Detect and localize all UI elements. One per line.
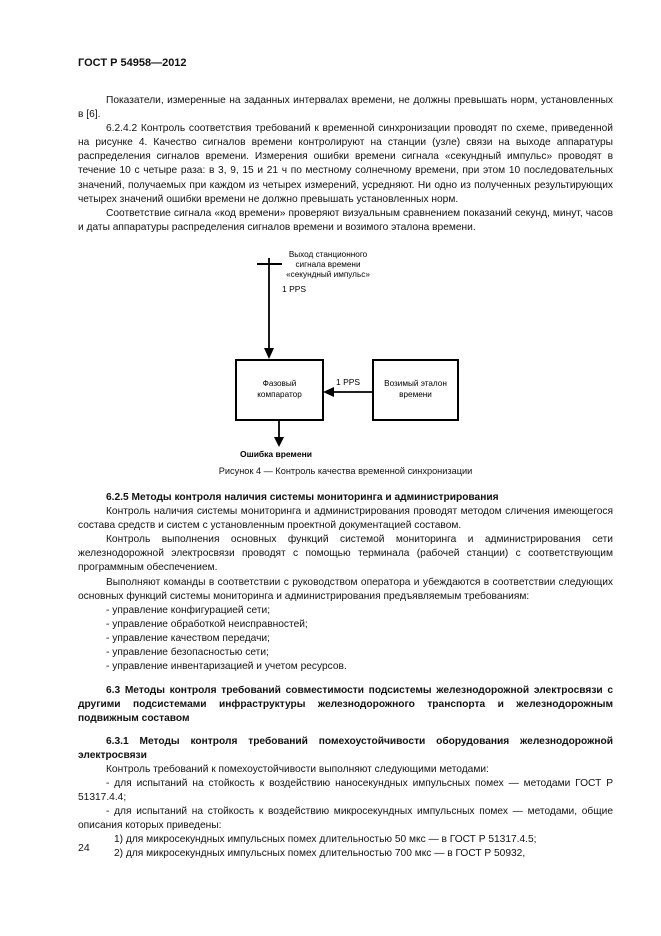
paragraph-6-2-4-2: 6.2.4.2 Контроль соответствия требований к временной синхронизации проводят по схеме, приведенной на рисунке 4. Качество сигналов времени контролируют на станции (узле) связи на выходе аппаратуры распределения сигналов времени. Измерения ошибки времени сигнала «секундный импульс» проводят в течение 10 с четыре раза: в 3, 9, 15 и 21 ч по местному солнечному времени, при этом 10 последовательных значений, получаемых при каждом из четырех измерений, усредняют. Ни одно из полученных результирующих четырех значений ошибки времени не должно превышать установленных норм. (78, 123, 613, 205)
input-arrowhead (264, 348, 274, 359)
station-output-label-1: Выход станционного (288, 250, 368, 259)
bottom-text-block (78, 491, 613, 861)
time-error-label: Ошибка времени (240, 449, 312, 459)
figure-caption: Рисунок 4 — Контроль качества временной синхронизации (218, 466, 473, 476)
comparator-label-1: Фазовый (262, 379, 297, 388)
heading-6-3: 6.3 Методы контроля требований совместимости подсистемы железнодорожной электросвязи с другими подсистемами инфраструктуры железнодорожного транспорта и железнодорожным подвижным составом (78, 685, 613, 725)
heading-6-2-5: 6.2.5 Методы контроля наличия системы мониторинга и администрирования (106, 492, 499, 503)
figure-4-diagram (200, 250, 500, 465)
paragraph-time-code: Соответствие сигнала «код времени» проверяют визуальным сравнением показаний секунд, минут, часов и даты аппаратуры распределения сигналов времени и возимого эталона времени. (78, 207, 613, 233)
list-item: - для испытаний на стойкость к воздействию наносекундных импульсных помех — методами ГОСТ Р 51317.4.4; (78, 777, 613, 803)
heading-6-3-1: 6.3.1 Методы контроля требований помехоустойчивости оборудования железнодорожной электросвязи (78, 735, 613, 761)
document-header: ГОСТ Р 54958—2012 (78, 57, 187, 69)
top-text-block (78, 94, 613, 235)
paragraph-6-2-5-2: Контроль выполнения основных функций системой мониторинга и администрирования сети железнодорожной электросвязи проводят с помощью терминала (рабочей станции) с соответствующим программным обеспечением. (78, 534, 613, 574)
list-item: - управление безопасностью сети; (106, 647, 269, 659)
comparator-label-2: компаратор (257, 390, 302, 399)
list-item: - управление инвентаризацией и учетом ресурсов. (106, 661, 347, 673)
station-output-label-2: сигнала времени (295, 260, 361, 269)
list-item: - для испытаний на стойкость к воздействию микросекундных импульсных помех — методами, общие описания которых приведены: (78, 805, 613, 832)
pps-top-label: 1 PPS (282, 284, 307, 294)
mid-arrowhead (323, 387, 334, 397)
list-item: - управление качеством передачи; (106, 632, 270, 644)
standard-label-1: Возимый эталон (384, 379, 447, 388)
paragraph-6-2-5-1: Контроль наличия системы мониторинга и администрирования проводят методом сличения имеющегося состава средств и систем с установленным проектной документацией составом. (78, 506, 613, 532)
paragraph-norms: Показатели, измеренные на заданных интервалах времени, не должны превышать норм, установленных в [6]. (78, 95, 613, 121)
station-output-label-3: «секундный импульс» (286, 270, 370, 279)
output-arrowhead (274, 437, 284, 447)
pps-mid-label: 1 PPS (336, 377, 361, 387)
paragraph-6-2-5-3: Выполняют команды в соответствии с руководством оператора и убеждаются в соответствии следующих основных функций системы мониторинга и администрирования предъявляемым требованиям: (78, 576, 613, 602)
list-item: - управление конфигурацией сети; (106, 604, 271, 616)
paragraph-6-3-1-1: Контроль требований к помехоустойчивости выполняют следующими методами: (106, 763, 489, 775)
page-number: 24 (78, 842, 90, 854)
standard-label-2: времени (399, 390, 432, 399)
list-item: - управление обработкой неисправностей; (106, 618, 308, 630)
sub-list-item: 1) для микросекундных импульсных помех длительностью 50 мкс — в ГОСТ Р 51317.4.5; (114, 834, 537, 846)
sub-list-item: 2) для микросекундных импульсных помех длительностью 700 мкс — в ГОСТ Р 50932, (114, 848, 526, 860)
